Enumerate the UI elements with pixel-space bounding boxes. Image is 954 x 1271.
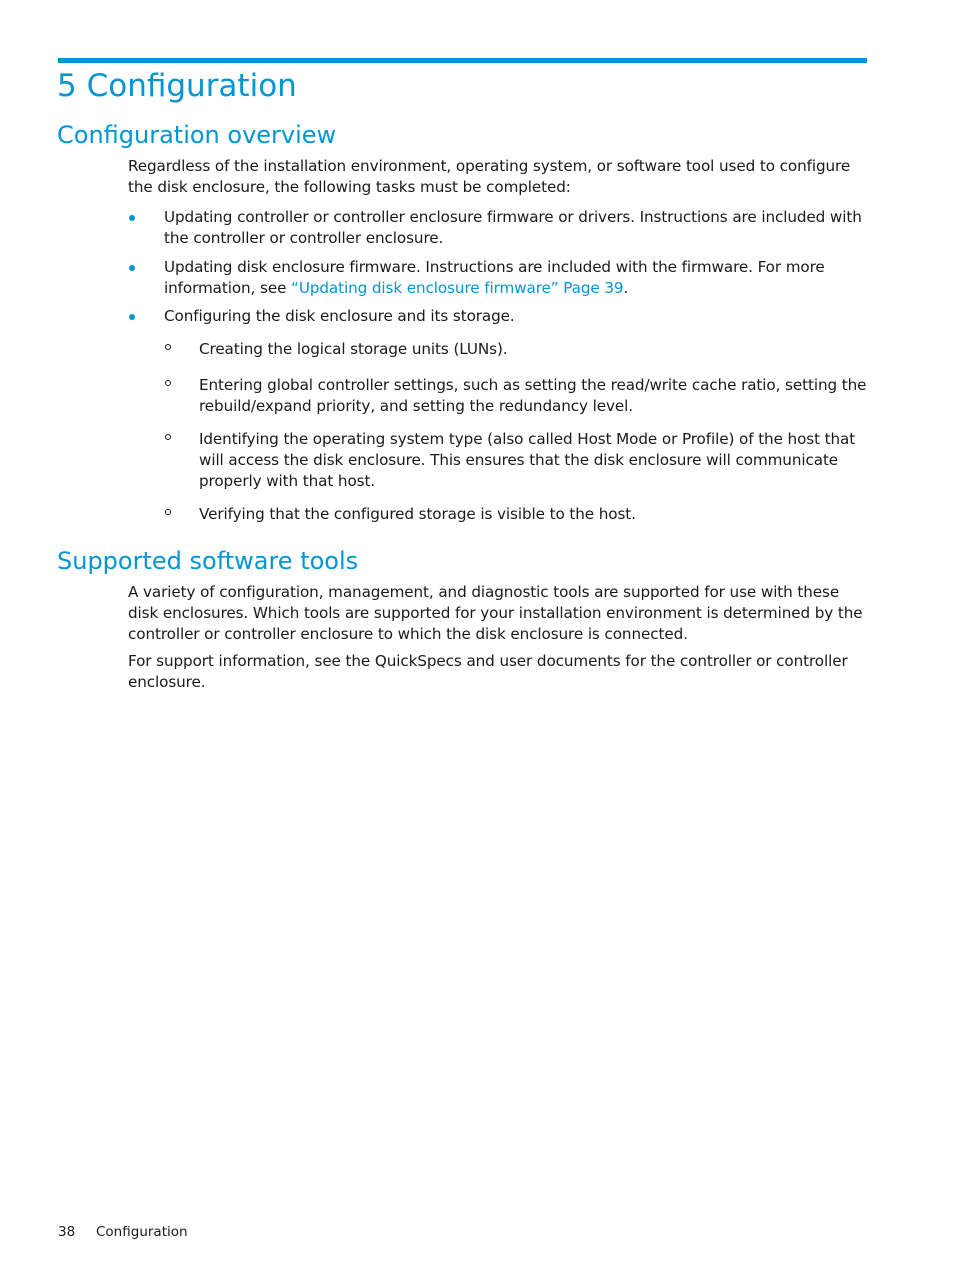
chapter-top-rule — [58, 58, 867, 63]
page-number: 38 — [58, 1224, 76, 1240]
sub-bullet-icon — [165, 509, 171, 515]
sub-bullet-icon — [165, 380, 171, 386]
overview-intro-paragraph: Regardless of the installation environment, operating system, or software tool used to configure the disk enclosure, the following tasks must be completed: — [128, 157, 851, 196]
sub-list-item-text: Verifying that the configured storage is visible to the host. — [199, 505, 636, 523]
section-heading-overview: Configuration overview — [57, 121, 337, 149]
sub-list-item-text: Entering global controller settings, such as setting the read/write cache ratio, setting the rebuild/expand priority, and setting the redundancy level. — [199, 376, 867, 415]
list-item-text: Updating controller or controller enclosure firmware or drivers. Instructions are included with the controller or controller enclosure. — [164, 208, 862, 247]
sub-bullet-icon — [165, 434, 171, 440]
list-item-text-after: . — [623, 279, 629, 297]
firmware-update-link[interactable]: “Updating disk enclosure firmware” Page 39 — [291, 279, 624, 297]
tools-support-paragraph: For support information, see the QuickSpecs and user documents for the controller or controller enclosure. — [128, 652, 848, 691]
footer-section-name: Configuration — [96, 1224, 188, 1240]
list-item-text-before: Updating disk enclosure firmware. Instructions are included with the firmware. For more information, see — [164, 258, 825, 297]
tools-paragraph: A variety of configuration, management, and diagnostic tools are supported for use with these disk enclosures. Which tools are supported for your installation environment is determined by the controller or controller enclosure to which the disk enclosure is connected. — [128, 583, 863, 643]
section-heading-tools: Supported software tools — [57, 547, 359, 575]
bullet-icon — [129, 314, 135, 320]
bullet-icon — [129, 265, 135, 271]
list-item-text: Configuring the disk enclosure and its storage. — [164, 307, 515, 325]
chapter-title: 5 Configuration — [57, 68, 297, 104]
sub-list-item-text: Creating the logical storage units (LUNs). — [199, 340, 508, 358]
list-item-text — [164, 257, 864, 299]
sub-list-item-text: Identifying the operating system type (also called Host Mode or Profile) of the host that will access the disk enclosure. This ensures that the disk enclosure will communicate properly with that host. — [199, 430, 856, 490]
bullet-icon — [129, 215, 135, 221]
page-footer — [58, 1222, 188, 1242]
sub-bullet-icon — [165, 344, 171, 350]
